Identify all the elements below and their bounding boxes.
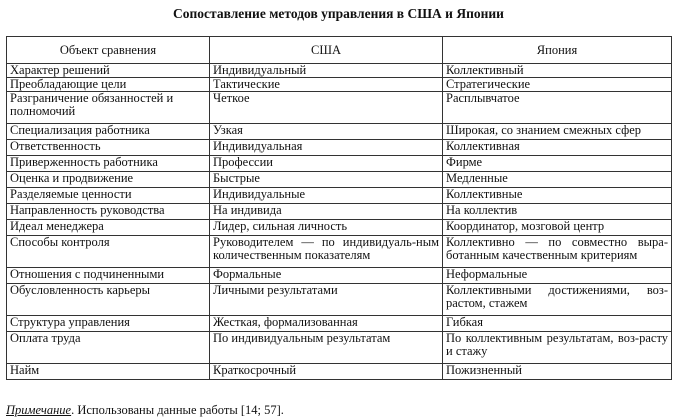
object-cell: Найм (7, 364, 210, 380)
usa-cell: Тактические (210, 78, 443, 92)
object-cell: Ответственность (7, 140, 210, 156)
object-cell: Специализация работника (7, 124, 210, 140)
object-cell: Отношения с подчиненными (7, 268, 210, 284)
japan-cell: Гибкая (443, 316, 672, 332)
table-row (7, 332, 672, 364)
japan-cell: Коллективная (443, 140, 672, 156)
table-row (7, 236, 672, 268)
usa-cell: Индивидуальная (210, 140, 443, 156)
header-japan: Япония (443, 37, 672, 64)
japan-cell: Стратегические (443, 78, 672, 92)
object-cell: Характер решений (7, 64, 210, 78)
table-row (7, 284, 672, 316)
usa-cell: По индивидуальным результатам (210, 332, 443, 364)
table-row (7, 172, 672, 188)
object-cell: Оплата труда (7, 332, 210, 364)
table-row (7, 364, 672, 380)
object-cell: Идеал менеджера (7, 220, 210, 236)
usa-cell: Быстрые (210, 172, 443, 188)
table-title: Сопоставление методов управления в США и Японии (173, 6, 504, 21)
usa-cell: Четкое (210, 92, 443, 124)
table-row (7, 140, 672, 156)
usa-cell: Личными результатами (210, 284, 443, 316)
object-cell: Структура управления (7, 316, 210, 332)
japan-cell: Расплывчатое (443, 92, 672, 124)
table-row (7, 204, 672, 220)
japan-cell: Коллективно — по совместно выра-ботанным качественным критериям (443, 236, 672, 268)
japan-cell: Координатор, мозговой центр (443, 220, 672, 236)
note-label: Примечание (6, 403, 72, 417)
header-row (7, 37, 672, 64)
object-cell: Способы контроля (7, 236, 210, 268)
japan-cell: На коллектив (443, 204, 672, 220)
comparison-table (6, 36, 672, 380)
japan-cell: Неформальные (443, 268, 672, 284)
object-cell: Оценка и продвижение (7, 172, 210, 188)
table-row (7, 124, 672, 140)
object-cell: Разграничение обязанностей и полномочий (7, 92, 210, 124)
usa-cell: Индивидуальный (210, 64, 443, 78)
usa-cell: Индивидуальные (210, 188, 443, 204)
japan-cell: Медленные (443, 172, 672, 188)
object-cell: Разделяемые ценности (7, 188, 210, 204)
table-row (7, 156, 672, 172)
usa-cell: Узкая (210, 124, 443, 140)
table-row (7, 316, 672, 332)
table-row (7, 188, 672, 204)
japan-cell: Коллективными достижениями, воз-растом, стажем (443, 284, 672, 316)
usa-cell: Жесткая, формализованная (210, 316, 443, 332)
japan-cell: Фирме (443, 156, 672, 172)
japan-cell: Коллективные (443, 188, 672, 204)
table-row (7, 268, 672, 284)
usa-cell: Краткосрочный (210, 364, 443, 380)
object-cell: Направленность руководства (7, 204, 210, 220)
table-row (7, 64, 672, 78)
japan-cell: Коллективный (443, 64, 672, 78)
usa-cell: Руководителем — по индивидуаль-ным количественным показателям (210, 236, 443, 268)
usa-cell: Лидер, сильная личность (210, 220, 443, 236)
table-row (7, 78, 672, 92)
note-text: . Использованы данные работы [14; 57]. (71, 403, 284, 417)
usa-cell: Формальные (210, 268, 443, 284)
usa-cell: На индивида (210, 204, 443, 220)
object-cell: Приверженность работника (7, 156, 210, 172)
japan-cell: По коллективным результатам, воз-расту и стажу (443, 332, 672, 364)
table-note (6, 403, 284, 417)
header-object: Объект сравнения (7, 37, 210, 64)
table-row (7, 220, 672, 236)
usa-cell: Профессии (210, 156, 443, 172)
japan-cell: Широкая, со знанием смежных сфер (443, 124, 672, 140)
header-usa: США (210, 37, 443, 64)
table-row (7, 92, 672, 124)
object-cell: Обусловленность карьеры (7, 284, 210, 316)
japan-cell: Пожизненный (443, 364, 672, 380)
object-cell: Преобладающие цели (7, 78, 210, 92)
